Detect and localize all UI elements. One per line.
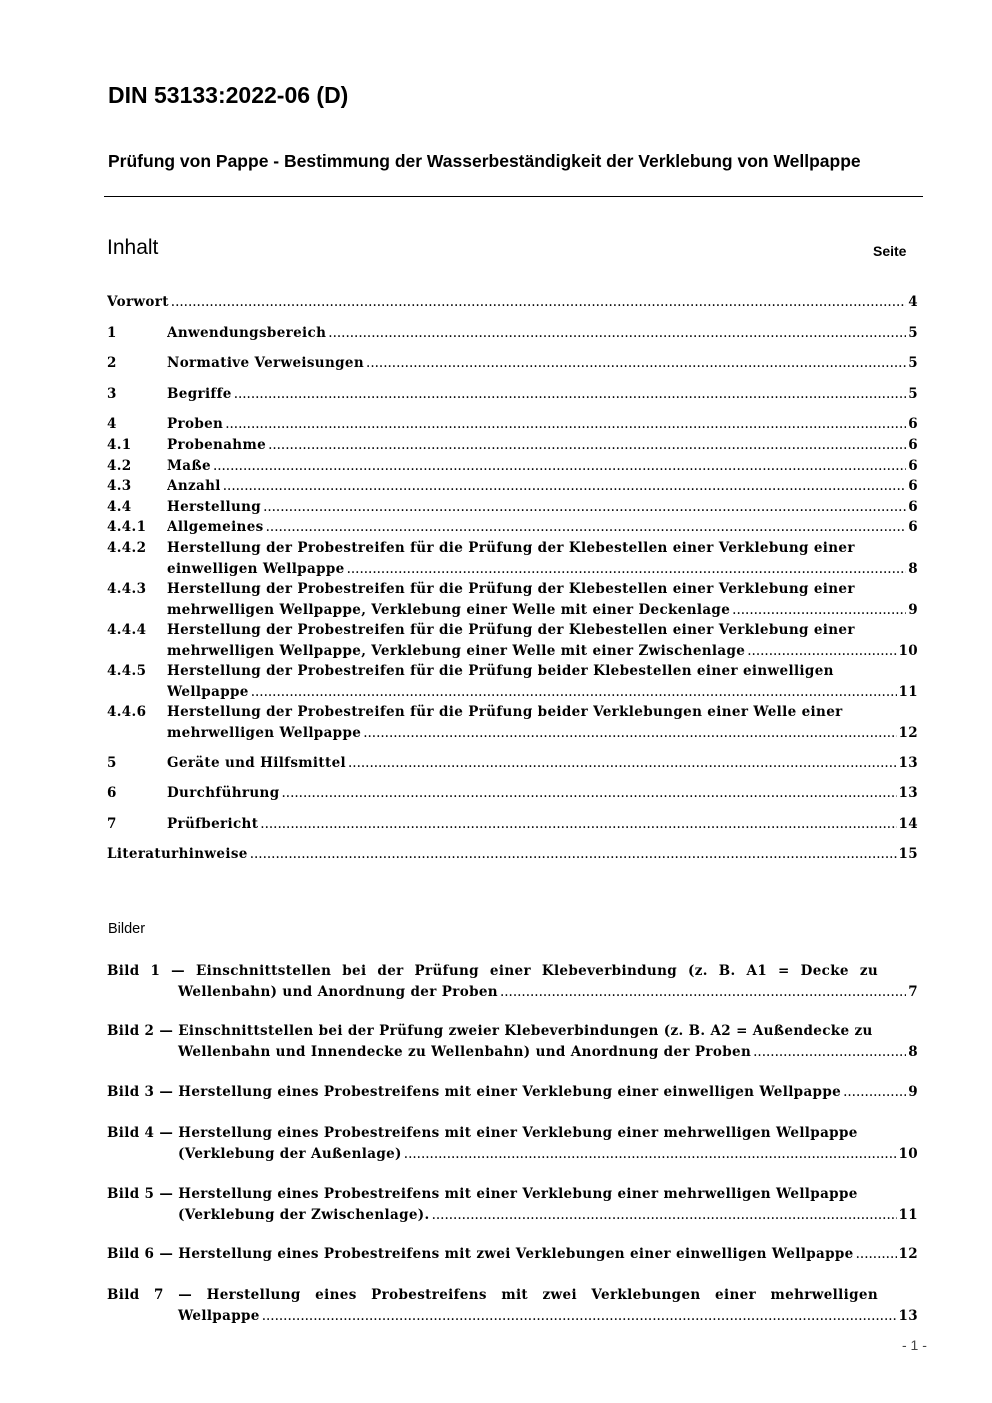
dot-leader bbox=[328, 323, 906, 344]
fig-title-line: Bild 4 — Herstellung eines Probestreifens mit einer Verklebung einer mehrwelligen Wellpappe bbox=[107, 1125, 858, 1141]
toc-page-number: 8 bbox=[908, 560, 918, 577]
toc-title-line: Herstellung der Probestreifen für die Prüfung der Klebestellen einer Verklebung einer bbox=[167, 622, 855, 638]
toc-number: 4.4.6 bbox=[107, 704, 147, 720]
toc-page-number: 13 bbox=[898, 755, 918, 771]
toc-title-line: mehrwelligen Wellpappe, Verklebung einer Welle mit einer Zwischenlage bbox=[167, 642, 746, 659]
toc-page-number: 6 bbox=[908, 458, 918, 474]
toc-page-number: 15 bbox=[898, 846, 918, 862]
fig-title-line: Bild 6 — Herstellung eines Probestreifens mit zwei Verklebungen einer einwelligen Wellpappe bbox=[107, 1246, 854, 1262]
toc-page-number: 6 bbox=[908, 416, 918, 432]
toc-page-number: 11 bbox=[898, 683, 918, 700]
toc-title-line: Geräte und Hilfsmittel bbox=[167, 755, 346, 771]
toc-title-line: Vorwort bbox=[107, 294, 169, 310]
toc-title-line: mehrwelligen Wellpappe, Verklebung einer Welle mit einer Deckenlage bbox=[167, 601, 731, 618]
dot-leader bbox=[363, 723, 896, 744]
page-number: - 1 - bbox=[902, 1337, 927, 1353]
dot-leader bbox=[263, 497, 906, 518]
toc-heading: Inhalt bbox=[107, 236, 159, 259]
dot-leader bbox=[843, 1082, 906, 1103]
toc-title-line: Herstellung der Probestreifen für die Prüfung beider Klebestellen einer einwelligen bbox=[167, 663, 834, 679]
toc-number: 4.4 bbox=[107, 499, 132, 515]
dot-leader bbox=[753, 1042, 906, 1063]
dot-leader bbox=[266, 517, 907, 538]
dot-leader bbox=[171, 292, 906, 313]
fig-title-line: (Verklebung der Außenlage) bbox=[178, 1145, 402, 1162]
toc-title-line: Anzahl bbox=[167, 478, 221, 494]
toc-title-line: Herstellung der Probestreifen für die Prüfung der Klebestellen einer Verklebung einer bbox=[167, 581, 855, 597]
toc-title-line: Anwendungsbereich bbox=[167, 325, 327, 341]
fig-title-line: Bild 5 — Herstellung eines Probestreifens mit einer Verklebung einer mehrwelligen Wellpappe bbox=[107, 1186, 858, 1202]
toc-title-line: Proben bbox=[167, 416, 224, 432]
document-subtitle: Prüfung von Pappe - Bestimmung der Wasserbeständigkeit der Verklebung von Wellpappe bbox=[108, 151, 861, 171]
fig-page-number: 12 bbox=[898, 1246, 918, 1262]
toc-title-line: Herstellung der Probestreifen für die Prüfung der Klebestellen einer Verklebung einer bbox=[167, 540, 855, 556]
dot-leader bbox=[366, 353, 906, 374]
fig-page-number: 9 bbox=[908, 1084, 918, 1100]
dot-leader bbox=[282, 783, 897, 804]
toc-page-number: 13 bbox=[898, 785, 918, 801]
fig-title-line: Wellenbahn und Innendecke zu Wellenbahn) und Anordnung der Proben bbox=[178, 1043, 752, 1060]
title-divider bbox=[104, 196, 923, 197]
fig-page-number: 11 bbox=[898, 1206, 918, 1223]
fig-title-line: Wellpappe bbox=[178, 1307, 260, 1324]
dot-leader bbox=[234, 384, 907, 405]
toc-title-line: Herstellung der Probestreifen für die Prüfung beider Verklebungen einer Welle einer bbox=[167, 704, 843, 720]
dot-leader bbox=[348, 753, 897, 774]
fig-page-number: 13 bbox=[898, 1307, 918, 1324]
dot-leader bbox=[225, 414, 906, 435]
dot-leader bbox=[262, 1306, 897, 1327]
toc-title-line: Prüfbericht bbox=[167, 816, 259, 832]
toc-title-line: Literaturhinweise bbox=[107, 846, 248, 862]
toc-number: 7 bbox=[107, 816, 117, 832]
toc-number: 4.4.3 bbox=[107, 581, 147, 597]
toc-number: 5 bbox=[107, 755, 117, 771]
fig-title-line: Bild 2 — Einschnittstellen bei der Prüfung zweier Klebeverbindungen (z. B. A2 = Außendecke zu bbox=[107, 1023, 873, 1039]
toc-number: 2 bbox=[107, 355, 117, 371]
toc-number: 4.4.1 bbox=[107, 519, 147, 535]
toc-title-line: Wellpappe bbox=[167, 683, 249, 700]
dot-leader bbox=[213, 456, 906, 477]
toc-title-line: Allgemeines bbox=[167, 519, 264, 535]
toc-number: 1 bbox=[107, 325, 117, 341]
toc-number: 3 bbox=[107, 386, 117, 402]
fig-title-line: (Verklebung der Zwischenlage). bbox=[178, 1206, 430, 1223]
toc-page-number: 5 bbox=[908, 325, 918, 341]
toc-page-number: 6 bbox=[908, 519, 918, 535]
dot-leader bbox=[732, 600, 906, 621]
toc-page-number: 10 bbox=[898, 642, 918, 659]
toc-title-line: Begriffe bbox=[167, 386, 232, 402]
toc-number: 4.4.2 bbox=[107, 540, 147, 556]
toc-title-line: Maße bbox=[167, 458, 211, 474]
toc-number: 4.4.4 bbox=[107, 622, 147, 638]
toc-title-line: Normative Verweisungen bbox=[167, 355, 365, 371]
toc-number: 4.3 bbox=[107, 478, 132, 494]
toc-page-number: 6 bbox=[908, 499, 918, 515]
toc-number: 4.2 bbox=[107, 458, 132, 474]
toc-number: 4.4.5 bbox=[107, 663, 147, 679]
fig-page-number: 10 bbox=[898, 1145, 918, 1162]
toc-number: 4.1 bbox=[107, 437, 132, 453]
fig-title-line: Bild 7 — Herstellung eines Probestreifens mit zwei Verklebungen einer mehrwelligen bbox=[107, 1287, 878, 1303]
dot-leader bbox=[223, 476, 907, 497]
toc-number: 4 bbox=[107, 416, 117, 432]
dot-leader bbox=[500, 982, 906, 1003]
dot-leader bbox=[260, 814, 896, 835]
toc-page-label: Seite bbox=[873, 243, 907, 259]
dot-leader bbox=[268, 435, 906, 456]
toc-page-number: 6 bbox=[908, 478, 918, 494]
dot-leader bbox=[747, 641, 896, 662]
fig-title-line: Bild 1 — Einschnittstellen bei der Prüfung einer Klebeverbindung (z. B. A1 = Decke zu bbox=[107, 963, 878, 979]
toc-page-number: 5 bbox=[908, 355, 918, 371]
dot-leader bbox=[856, 1244, 897, 1265]
toc-page-number: 9 bbox=[908, 601, 918, 618]
figures-heading: Bilder bbox=[108, 921, 146, 937]
toc-page-number: 12 bbox=[898, 724, 918, 741]
dot-leader bbox=[432, 1205, 897, 1226]
toc-page-number: 5 bbox=[908, 386, 918, 402]
document-title: DIN 53133:2022-06 (D) bbox=[108, 82, 349, 108]
toc-title-line: Probenahme bbox=[167, 437, 267, 453]
dot-leader bbox=[251, 682, 897, 703]
fig-title-line: Bild 3 — Herstellung eines Probestreifens mit einer Verklebung einer einwelligen Wellpappe bbox=[107, 1084, 842, 1100]
toc-page-number: 6 bbox=[908, 437, 918, 453]
toc-title-line: einwelligen Wellpappe bbox=[167, 560, 345, 577]
dot-leader bbox=[404, 1144, 897, 1165]
dot-leader bbox=[347, 559, 907, 580]
toc-title-line: Herstellung bbox=[167, 499, 262, 515]
toc-number: 6 bbox=[107, 785, 117, 801]
toc-page-number: 4 bbox=[908, 294, 918, 310]
toc-page-number: 14 bbox=[898, 816, 918, 832]
dot-leader bbox=[250, 844, 897, 865]
toc-title-line: Durchführung bbox=[167, 785, 280, 801]
toc-title-line: mehrwelligen Wellpappe bbox=[167, 724, 362, 741]
fig-page-number: 8 bbox=[908, 1043, 918, 1060]
fig-page-number: 7 bbox=[908, 983, 918, 1000]
fig-title-line: Wellenbahn) und Anordnung der Proben bbox=[178, 983, 498, 1000]
